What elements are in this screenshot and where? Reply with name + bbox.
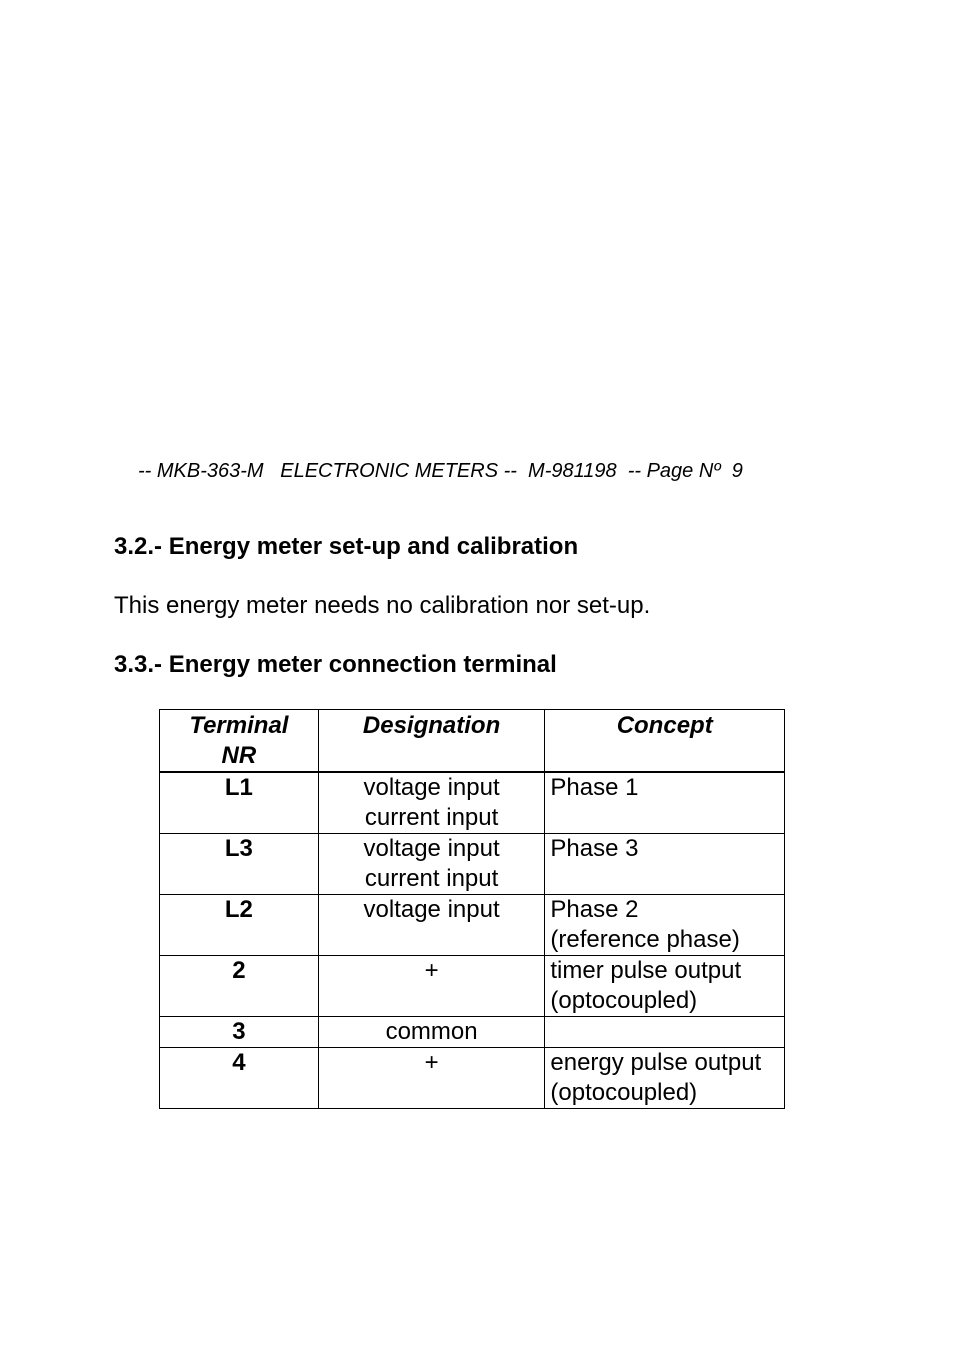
header-designation: Designation — [318, 710, 545, 773]
terminal-cell: L1 — [160, 772, 319, 834]
concept-cell — [545, 1048, 785, 1109]
header-terminal-nr — [160, 710, 319, 773]
designation-cell — [318, 1048, 545, 1109]
concept-line: (reference phase) — [550, 926, 740, 953]
concept-line: timer pulse output — [550, 957, 742, 984]
concept-line: energy pulse output — [550, 1049, 762, 1076]
table-header-row — [160, 710, 785, 773]
concept-cell — [545, 834, 785, 895]
table-row — [160, 956, 785, 1017]
table-row — [160, 1017, 785, 1048]
section-title-connection-terminal: 3.3.- Energy meter connection terminal — [114, 651, 557, 678]
header-terminal-line2: NR — [221, 742, 257, 769]
terminal-cell: L3 — [160, 834, 319, 895]
table-row — [160, 772, 785, 834]
designation-cell — [318, 956, 545, 1017]
designation-line: common — [385, 1018, 478, 1045]
designation-cell — [318, 772, 545, 834]
concept-cell — [545, 895, 785, 956]
terminal-cell: 3 — [160, 1017, 319, 1048]
table-row — [160, 1048, 785, 1109]
table-row — [160, 895, 785, 956]
concept-cell — [545, 772, 785, 834]
terminal-cell: L2 — [160, 895, 319, 956]
concept-cell — [545, 956, 785, 1017]
designation-line: voltage input — [363, 896, 500, 923]
setup-calibration-text: This energy meter needs no calibration nor set-up. — [114, 592, 651, 619]
concept-line: Phase 3 — [550, 835, 639, 862]
concept-line: (optocoupled) — [550, 1079, 698, 1106]
designation-line: + — [424, 957, 439, 984]
terminal-cell: 4 — [160, 1048, 319, 1109]
concept-line: Phase 2 — [550, 896, 639, 923]
designation-line: current input — [364, 865, 499, 892]
table-row — [160, 834, 785, 895]
designation-line: + — [424, 1049, 439, 1076]
designation-cell — [318, 1017, 545, 1048]
concept-line: Phase 1 — [550, 774, 639, 801]
terminal-cell: 2 — [160, 956, 319, 1017]
designation-line: current input — [364, 804, 499, 831]
designation-cell — [318, 834, 545, 895]
page-header: -- MKB-363-M ELECTRONIC METERS -- M-981198 -- Page Nº 9 — [138, 460, 743, 482]
header-terminal-line1: Terminal — [189, 712, 289, 739]
designation-line: voltage input — [363, 774, 500, 801]
section-title-setup-calibration: 3.2.- Energy meter set-up and calibration — [114, 533, 579, 560]
header-concept: Concept — [545, 710, 785, 773]
connection-terminal-table — [159, 709, 785, 1109]
designation-line: voltage input — [363, 835, 500, 862]
concept-cell — [545, 1017, 785, 1048]
designation-cell — [318, 895, 545, 956]
concept-line: (optocoupled) — [550, 987, 698, 1014]
